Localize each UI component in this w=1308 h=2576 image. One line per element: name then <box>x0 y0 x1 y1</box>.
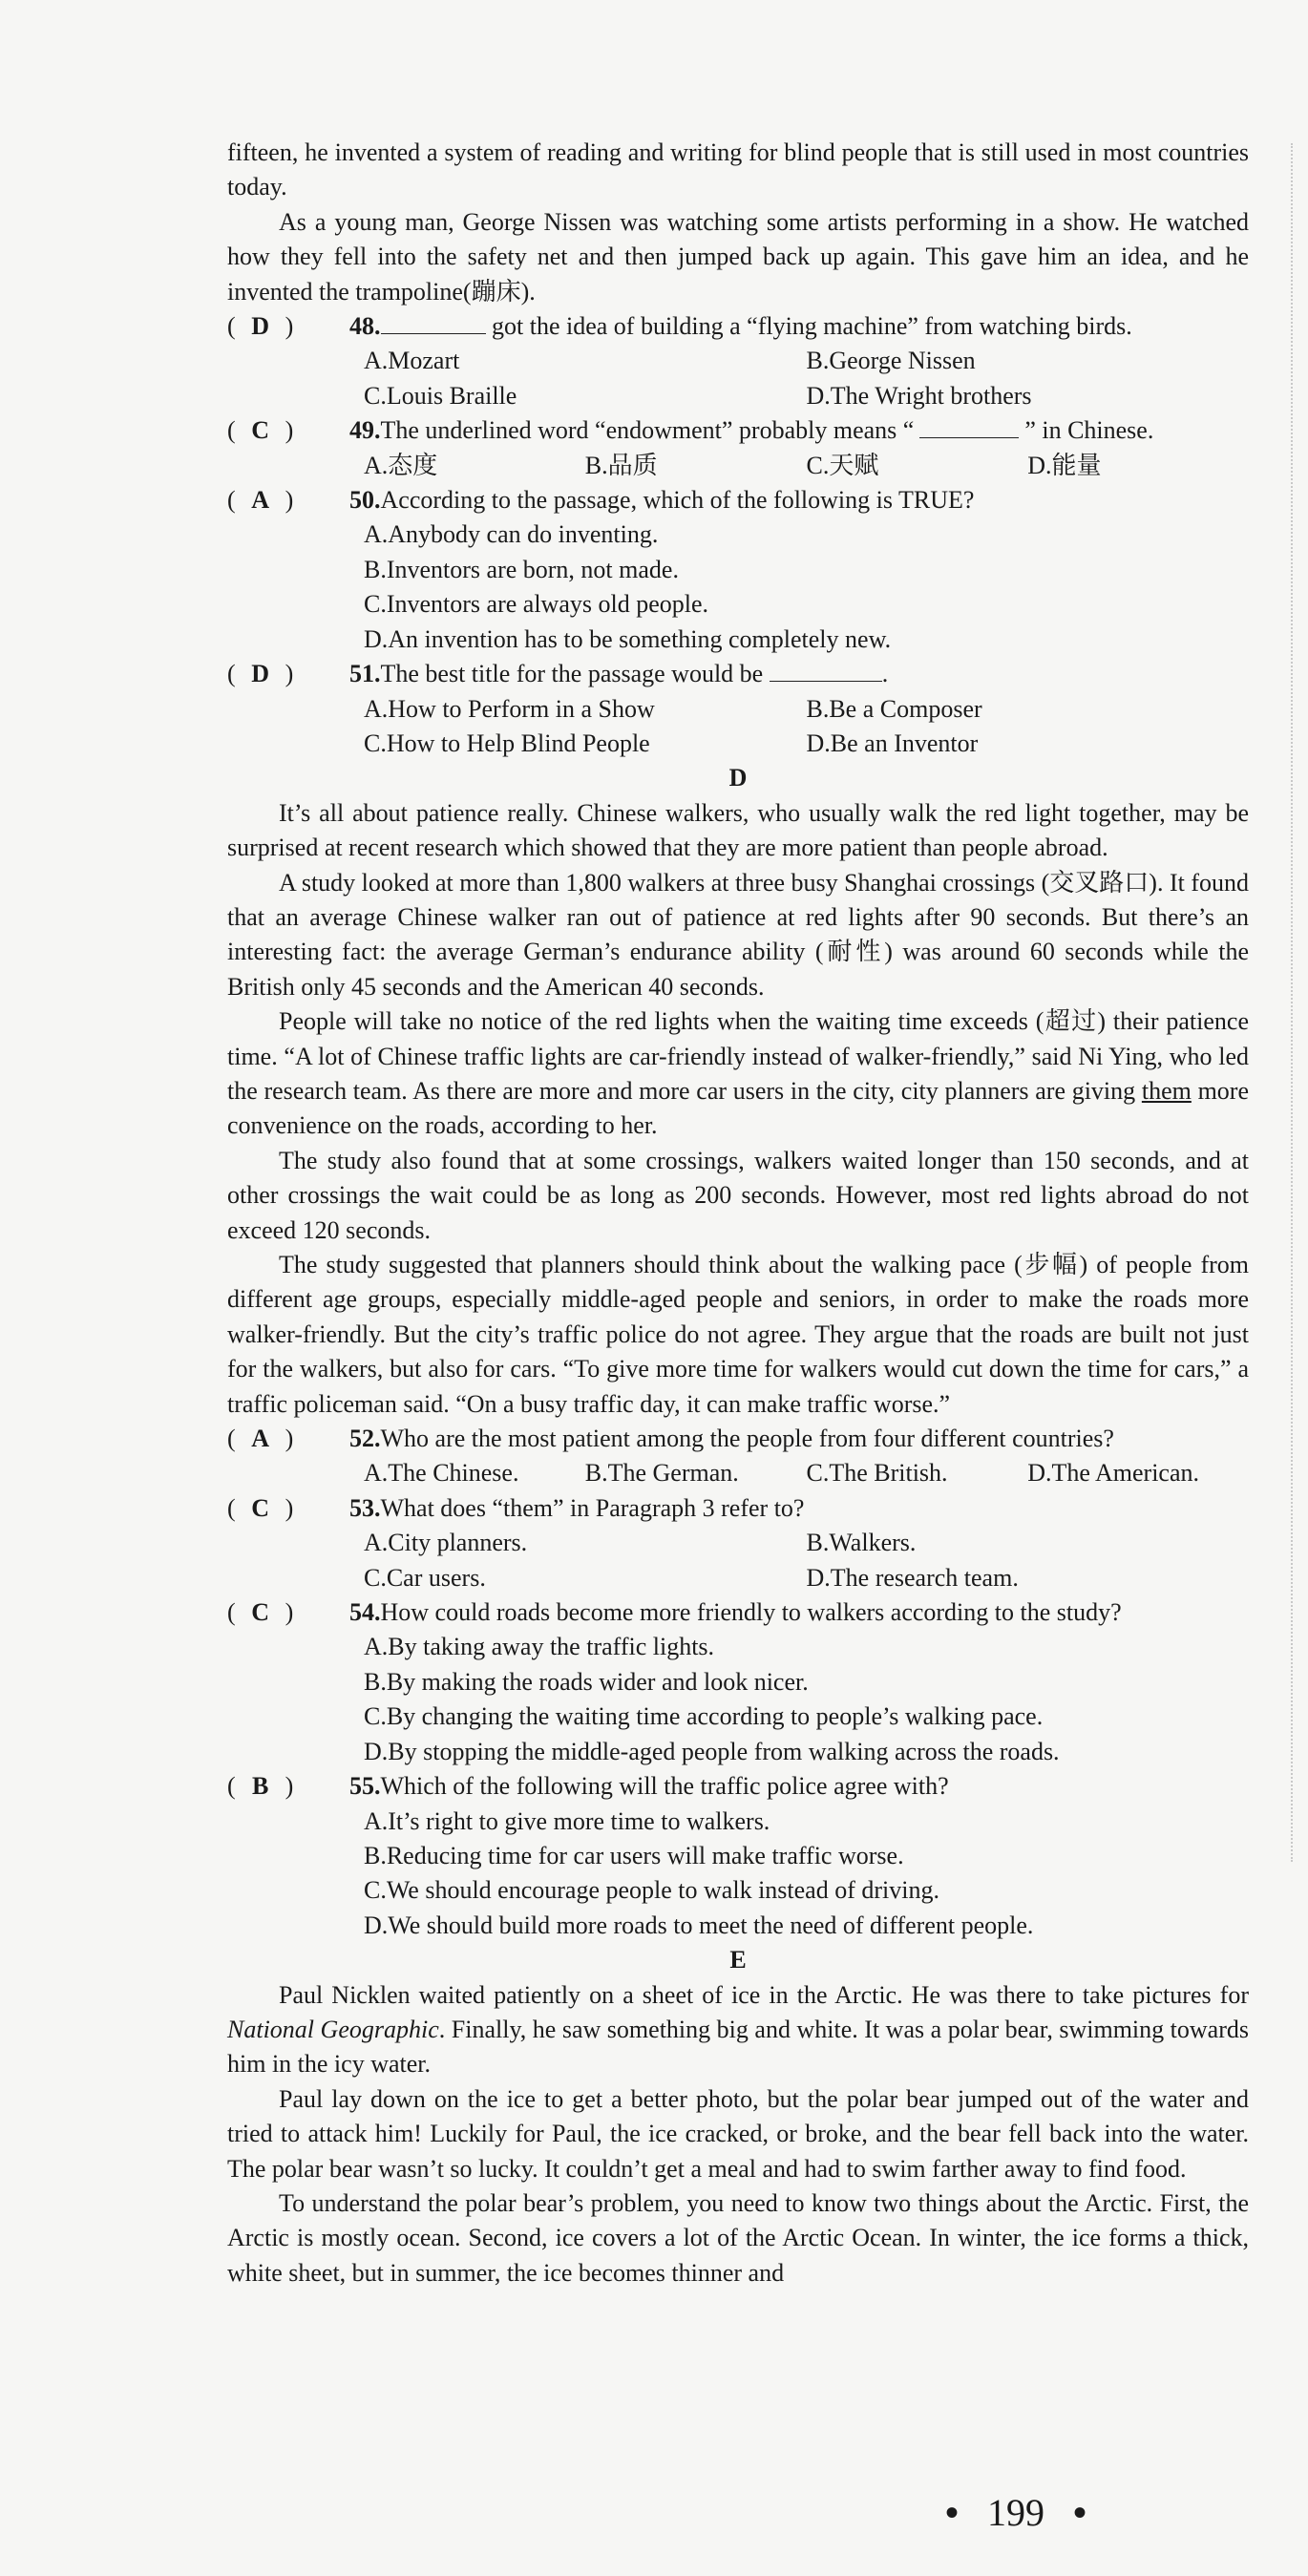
option: A.Anybody can do inventing. <box>364 520 659 549</box>
question-51 <box>227 657 1249 691</box>
option: B.品质 <box>584 451 658 479</box>
option: A.How to Perform in a Show <box>364 694 655 723</box>
option: D.Be an Inventor <box>806 728 979 757</box>
question-49 <box>227 413 1249 448</box>
passage-paragraph: Paul lay down on the ice to get a better photo, but the polar bear jumped out of the water and tried to attack him! Luckily for Paul, the ice cracked, or broke, and the bear fell back into the water. The polar bear wasn’t so lucky. It couldn’t get a meal and had to swim farther away to find food. <box>227 2084 1249 2183</box>
answer-blank <box>919 416 1019 438</box>
question-text: How could roads become more friendly to walkers according to the study? <box>380 1598 1122 1627</box>
option: C.By changing the waiting time according to people’s walking pace. <box>364 1702 1044 1731</box>
question-number: 49. <box>349 416 381 445</box>
options-51 <box>364 692 1249 762</box>
option: B.By making the roads wider and look nicer. <box>364 1667 809 1696</box>
options-53 <box>364 1526 1249 1595</box>
options-49 <box>364 449 1249 483</box>
section-title: D <box>728 764 748 792</box>
options-52 <box>364 1456 1249 1490</box>
question-text: Which of the following will the traffic police agree with? <box>380 1772 949 1801</box>
options-50 <box>364 517 1249 657</box>
option: C.How to Help Blind People <box>364 728 650 757</box>
option: B.Be a Composer <box>806 694 982 723</box>
option: D.The research team. <box>806 1563 1019 1592</box>
question-text: What does “them” in Paragraph 3 refer to? <box>380 1493 805 1522</box>
question-number: 52. <box>349 1425 381 1453</box>
option: B.Inventors are born, not made. <box>364 555 679 583</box>
option: B.Reducing time for car users will make traffic worse. <box>364 1841 904 1869</box>
answer-letter: D <box>251 660 270 688</box>
answer-letter: B <box>252 1772 269 1801</box>
option: D.The American. <box>1027 1459 1200 1488</box>
option: B.The German. <box>584 1459 739 1488</box>
answer-letter: C <box>251 1493 270 1522</box>
question-text: According to the passage, which of the following is TRUE? <box>380 486 975 515</box>
page-number-footer <box>917 2490 1115 2535</box>
intro-paragraph: fifteen, he invented a system of reading and writing for blind people that is still used in most countries today. <box>227 138 1249 201</box>
question-48 <box>227 309 1249 344</box>
option: C.Car users. <box>364 1563 486 1592</box>
answer-letter: C <box>251 416 270 445</box>
option: A.By taking away the traffic lights. <box>364 1633 715 1661</box>
magazine-title: National Geographic <box>227 2015 439 2043</box>
answer-bracket: ( C ) <box>227 413 349 448</box>
question-number: 54. <box>349 1598 381 1627</box>
question-text-end: . <box>881 660 889 688</box>
option: C.The British. <box>806 1459 948 1488</box>
answer-blank <box>770 660 882 682</box>
answer-bracket: ( B ) <box>227 1769 349 1804</box>
option: A.态度 <box>364 451 438 479</box>
question-54 <box>227 1595 1249 1630</box>
answer-bracket: ( C ) <box>227 1595 349 1630</box>
option: C.We should encourage people to walk instead of driving. <box>364 1876 939 1905</box>
options-48 <box>364 344 1249 413</box>
passage-paragraph: It’s all about patience really. Chinese walkers, who usually walk the red light together, may be surprised at recent research which showed that they are more patient than people abroad. <box>227 798 1249 862</box>
option: D.An invention has to be something completely new. <box>364 624 892 653</box>
section-title: E <box>729 1946 747 1974</box>
question-52 <box>227 1422 1249 1456</box>
answer-bracket: ( D ) <box>227 657 349 691</box>
underlined-word: them <box>1141 1076 1192 1105</box>
option: B.George Nissen <box>806 347 976 375</box>
option: D.By stopping the middle-aged people from walking across the roads. <box>364 1737 1060 1765</box>
answer-bracket: ( A ) <box>227 483 349 517</box>
passage-paragraph: The study suggested that planners should think about the walking pace (步幅) of people from different age groups, especially middle-aged people and seniors, in order to make the roads more walker-friendly. But the city’s traffic police do not agree. They argue that the roads are built not just for the walkers, but also for cars. “To give more time for walkers would cut down the time for cars,” a traffic policeman said. “On a busy traffic day, it can make traffic worse.” <box>227 1251 1249 1418</box>
answer-bracket: ( A ) <box>227 1422 349 1456</box>
answer-blank <box>381 312 486 334</box>
option: C.天赋 <box>806 451 879 479</box>
answer-letter: A <box>251 486 270 515</box>
options-54 <box>364 1630 1249 1769</box>
options-55 <box>364 1805 1249 1944</box>
question-number: 51. <box>349 660 381 688</box>
passage-paragraph: The study also found that at some crossings, walkers waited longer than 150 seconds, and at other crossings the wait could be as long as 200 seconds. However, most red lights abroad do not exceed 120 seconds. <box>227 1146 1249 1244</box>
question-text: The best title for the passage would be <box>380 660 764 688</box>
intro-paragraph: As a young man, George Nissen was watching some artists performing in a show. He watched how they fell into the safety net and then jumped back up again. This gave him an idea, and he invented the trampoline(蹦床). <box>227 207 1249 306</box>
worksheet-content <box>227 136 1249 2291</box>
question-text: got the idea of building a “flying machine” from watching birds. <box>492 312 1132 341</box>
question-number: 48. <box>349 312 381 341</box>
question-text-end: ” in Chinese. <box>1024 416 1154 445</box>
question-53 <box>227 1491 1249 1526</box>
option: D.能量 <box>1027 451 1102 479</box>
question-text: Who are the most patient among the people from four different countries? <box>380 1425 1114 1453</box>
answer-bracket: ( D ) <box>227 309 349 344</box>
option: A.The Chinese. <box>364 1459 519 1488</box>
bullet-dot: • <box>945 2491 960 2534</box>
passage-paragraph: To understand the polar bear’s problem, you need to know two things about the Arctic. First, the Arctic is mostly ocean. Second, ice covers a lot of the Arctic Ocean. In winter, the ice forms a thick, white sheet, but in summer, the ice becomes thinner and <box>227 2188 1249 2287</box>
question-50 <box>227 483 1249 517</box>
page-number: 199 <box>987 2491 1045 2534</box>
option: D.We should build more roads to meet the need of different people. <box>364 1911 1034 1939</box>
passage-paragraph: People will take no notice of the red lights when the waiting time exceeds (超过) their patience time. “A lot of Chinese traffic lights are car-friendly instead of walker-friendly,” said Ni Ying, who led the research team. As there are more and more car users in the city, city planners are giving them more convenience on the roads, according to her. <box>227 1007 1249 1140</box>
question-number: 53. <box>349 1493 381 1522</box>
answer-letter: A <box>251 1425 270 1453</box>
answer-bracket: ( C ) <box>227 1491 349 1526</box>
question-number: 50. <box>349 486 381 515</box>
option: D.The Wright brothers <box>806 381 1032 410</box>
option: B.Walkers. <box>806 1529 917 1557</box>
answer-letter: C <box>251 1598 270 1627</box>
option: A.Mozart <box>364 347 460 375</box>
answer-letter: D <box>251 312 270 341</box>
option: A.City planners. <box>364 1529 528 1557</box>
bullet-dot: • <box>1073 2491 1087 2534</box>
question-number: 55. <box>349 1772 381 1801</box>
question-text: The underlined word “endowment” probably means “ <box>380 416 915 445</box>
passage-paragraph: A study looked at more than 1,800 walkers at three busy Shanghai crossings (交叉路口). It found that an average Chinese walker ran out of patience at red lights after 90 seconds. But there’s an interesting fact: the average German’s endurance ability (耐性) was around 60 seconds while the British only 45 seconds and the American 40 seconds. <box>227 868 1249 1001</box>
question-55 <box>227 1769 1249 1804</box>
binding-margin-line <box>1291 143 1293 1862</box>
passage-paragraph: Paul Nicklen waited patiently on a sheet of ice in the Arctic. He was there to take pictures for National Geographic. Finally, he saw something big and white. It was a polar bear, swimming towards him in the icy water. <box>227 1980 1249 2079</box>
option: C.Inventors are always old people. <box>364 590 709 619</box>
option: C.Louis Braille <box>364 381 517 410</box>
option: A.It’s right to give more time to walkers. <box>364 1806 770 1835</box>
